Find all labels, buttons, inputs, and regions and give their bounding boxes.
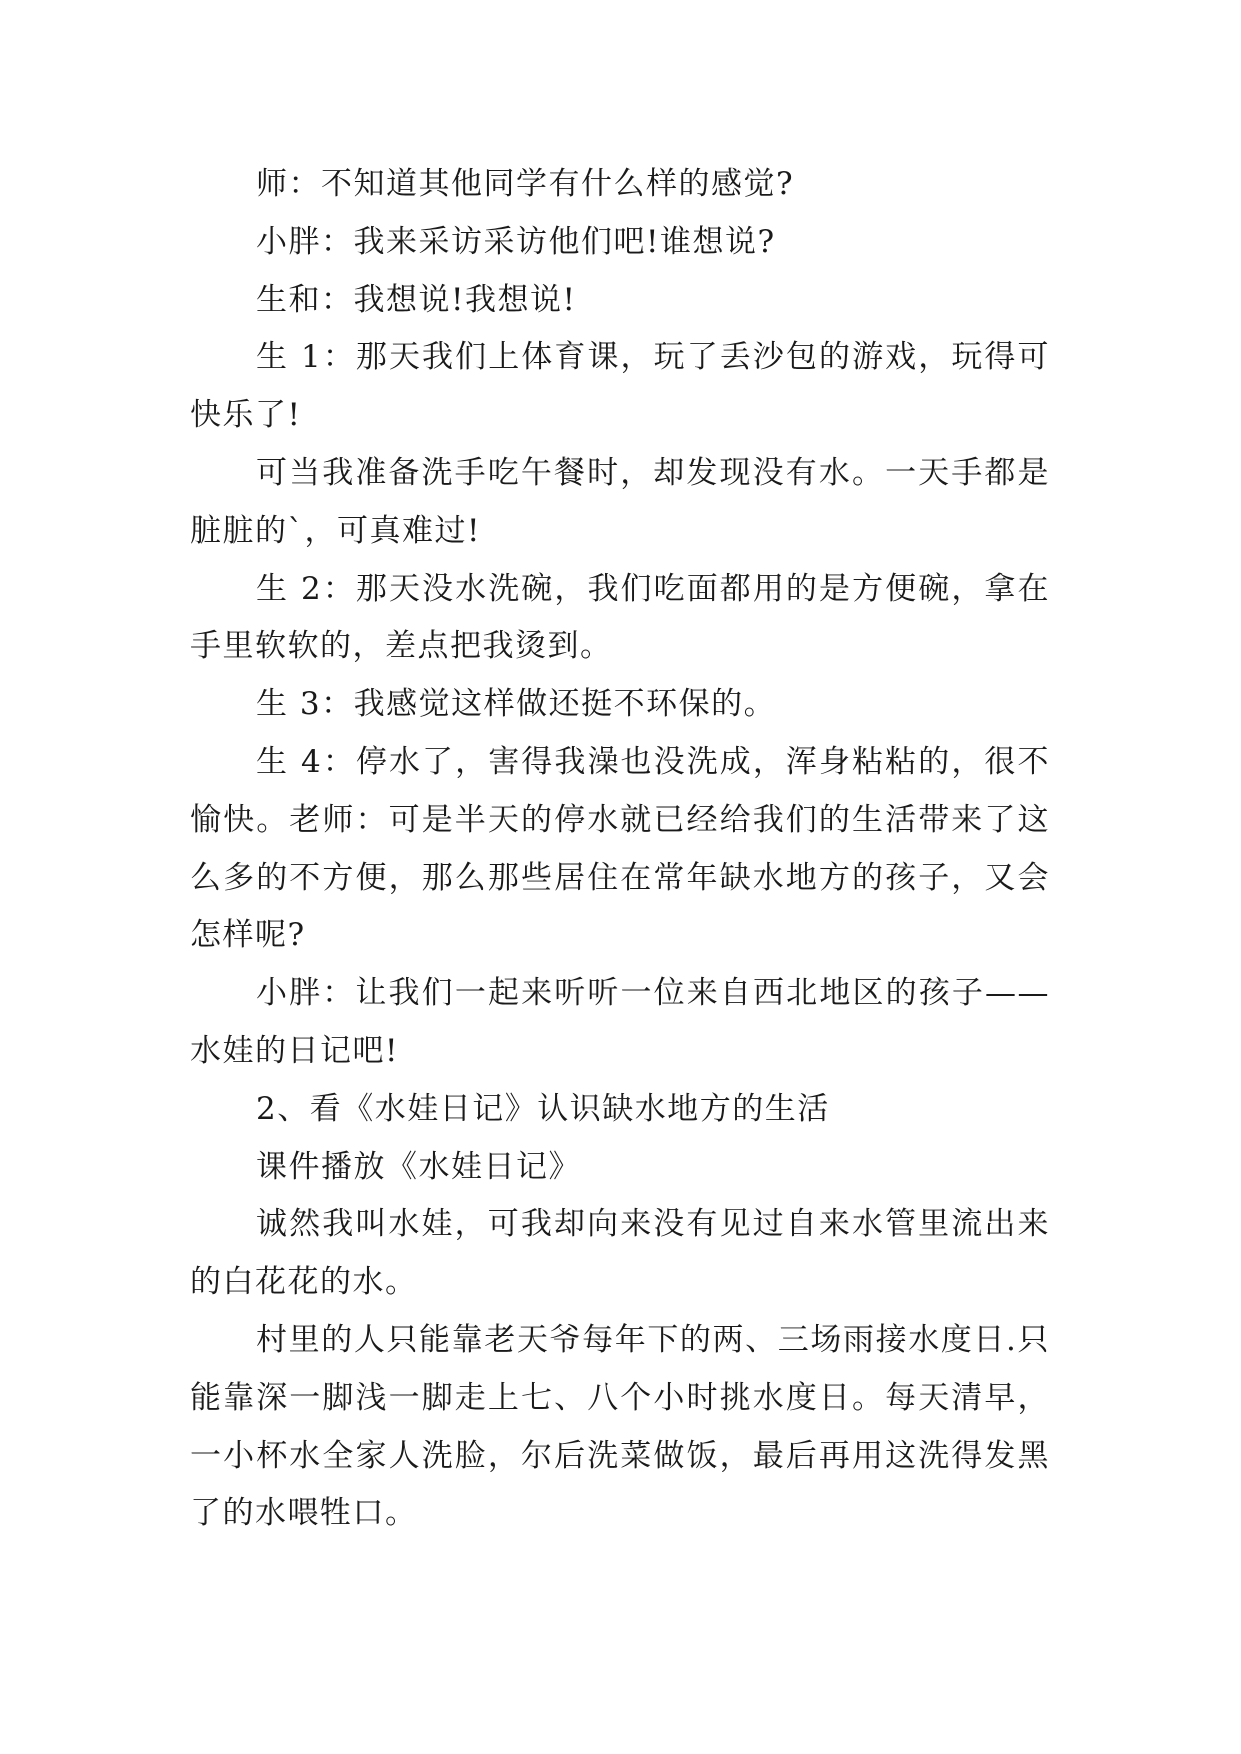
paragraph-xiaopang-interview: 小胖：我来采访采访他们吧!谁想说?	[256, 223, 776, 260]
paragraph-students-reply: 生和：我想说!我想说!	[256, 281, 577, 318]
paragraph-student-2: 生 2：那天没水洗碗，我们吃面都用的是方便碗，拿在手里软软的，差点把我烫到。	[190, 570, 1050, 665]
section-heading-diary: 2、看《水娃日记》认识缺水地方的生活	[256, 1090, 830, 1127]
paragraph-student-3: 生 3：我感觉这样做还挺不环保的。	[256, 686, 777, 723]
paragraph-diary-1: 诚然我叫水娃，可我却向来没有见过自来水管里流出来的白花花的水。	[190, 1206, 1050, 1301]
paragraph-student-4-teacher: 生 4：停水了，害得我澡也没洗成，浑身粘粘的，很不愉快。老师：可是半天的停水就已经给我们的生活带来了这么多的不方便，那么那些居住在常年缺水地方的孩子，又会怎样呢?	[190, 743, 1050, 954]
paragraph-student-1: 生 1：那天我们上体育课，玩了丢沙包的游戏，玩得可快乐了!	[190, 339, 1050, 434]
paragraph-student-1-continued: 可当我准备洗手吃午餐时，却发现没有水。一天手都是脏脏的`，可真难过!	[190, 454, 1050, 549]
paragraph-teacher-question: 师：不知道其他同学有什么样的感觉?	[256, 166, 795, 202]
paragraph-diary-2: 村里的人只能靠老天爷每年下的两、三场雨接水度日.只能靠深一脚浅一脚走上七、八个小时挑水度日。每天清早，一小杯水全家人洗脸，尔后洗菜做饭，最后再用这洗得发黑了的水喂牲口。	[190, 1321, 1050, 1532]
paragraph-xiaopang-diary: 小胖：让我们一起来听听一位来自西北地区的孩子——水娃的日记吧!	[190, 975, 1050, 1069]
document-body	[190, 156, 1050, 1543]
paragraph-courseware: 课件播放《水娃日记》	[256, 1148, 581, 1185]
